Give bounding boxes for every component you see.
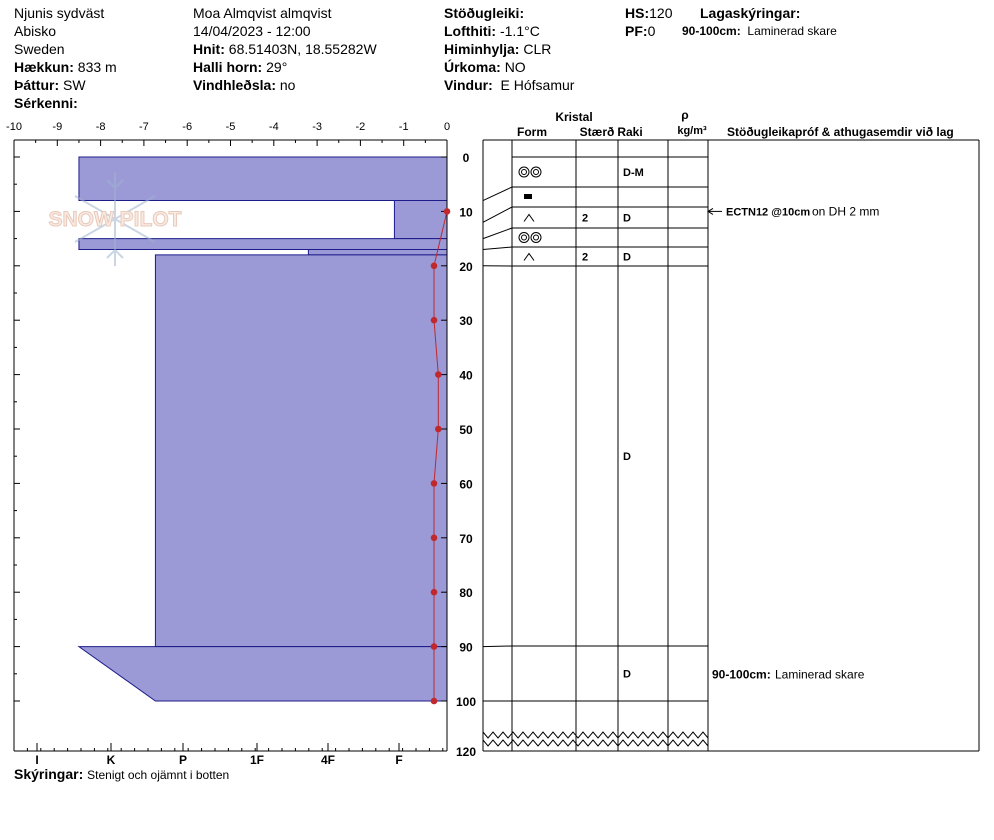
depth-break-zigzag xyxy=(483,732,708,738)
layer-comment-text: Laminerad skare xyxy=(775,667,865,682)
hardness-layer-6 xyxy=(79,647,447,701)
stability-test-comment: on DH 2 mm xyxy=(812,204,880,219)
depth-tick-label: 50 xyxy=(459,423,473,437)
temperature-point xyxy=(431,317,438,324)
layer-size: 2 xyxy=(582,251,589,264)
hs-label: HS: xyxy=(625,5,650,21)
depth-tick-label: 90 xyxy=(459,640,473,655)
header-density-unit: kg/m³ xyxy=(677,125,707,137)
depth-break-zigzag xyxy=(483,740,708,746)
depth-tick-label: 20 xyxy=(459,259,473,274)
header-density-symbol: ρ xyxy=(681,108,689,122)
melt-forms-circle-outer xyxy=(531,167,541,177)
temp-tick-label: -3 xyxy=(312,121,322,133)
country-name: Sweden xyxy=(14,41,65,57)
slope-value: 29° xyxy=(266,59,288,75)
layer-boundary xyxy=(483,207,708,222)
air-temp-value: -1.1°C xyxy=(499,23,540,39)
melt-forms-circle-outer xyxy=(531,233,541,243)
elevation-label: Hækkun: xyxy=(14,59,74,75)
hardness-tick-label: 4F xyxy=(320,753,336,767)
hardness-layer-2 xyxy=(394,201,447,239)
melt-forms-circle-inner xyxy=(534,170,539,175)
depth-tick-label: 80 xyxy=(459,586,473,601)
temp-tick-label: -9 xyxy=(52,121,63,133)
depth-tick-label: 40 xyxy=(459,368,473,383)
melt-forms-icon xyxy=(519,167,541,177)
aspect-label: Þáttur: xyxy=(14,77,60,93)
hardness-layer-1 xyxy=(79,157,447,201)
wind-value: E Hófsamur xyxy=(500,77,575,93)
pf-value: 0 xyxy=(647,23,656,39)
depth-tick-label: 100 xyxy=(455,695,477,709)
stability-test-code: ECTN12 @10cm xyxy=(726,206,811,219)
temp-tick-label: -4 xyxy=(268,121,279,133)
header-crystal: Kristal xyxy=(555,110,593,124)
hardness-tick-label: P xyxy=(178,753,188,767)
footer-notes-label: Skýringar: xyxy=(14,766,84,782)
hardness-layer-4 xyxy=(308,249,447,254)
layer-note-text: Laminerad skare xyxy=(747,24,837,38)
sky-label: Himinhylja: xyxy=(444,41,520,57)
depth-hoar-icon xyxy=(524,215,534,222)
coords-value: 68.51403N, 18.55282W xyxy=(228,41,377,57)
pf-label: PF: xyxy=(625,23,648,39)
hardness-tick-label: K xyxy=(106,753,116,767)
ice-crust-icon xyxy=(524,194,532,199)
temperature-point xyxy=(431,643,438,650)
precip-label: Úrkoma: xyxy=(444,59,501,75)
depth-tick-label: 60 xyxy=(459,477,473,492)
header-form: Form xyxy=(517,125,547,139)
layer-table xyxy=(483,108,979,751)
depth-tick-label: 120 xyxy=(455,745,477,759)
sky-value: CLR xyxy=(523,41,552,57)
depth-tick-label: 30 xyxy=(459,314,473,329)
observer-name: Moa Almqvist almqvist xyxy=(193,5,332,21)
melt-forms-circle-inner xyxy=(522,235,527,240)
layer-moisture: D-M xyxy=(623,167,644,179)
temperature-axis xyxy=(6,121,450,146)
depth-tick-label: 70 xyxy=(459,531,473,546)
header-comments: Stöðugleikapróf & athugasemdir við lag xyxy=(727,125,954,139)
hardness-layer-5 xyxy=(155,255,447,647)
datetime: 14/04/2023 - 12:00 xyxy=(193,23,311,39)
temp-tick-label: -6 xyxy=(182,121,193,133)
region-name: Abisko xyxy=(14,23,57,39)
layer-boundary xyxy=(483,247,708,249)
location-name: Njunis sydväst xyxy=(14,5,105,21)
header-moisture: Raki xyxy=(617,125,643,139)
layer-boundary xyxy=(483,187,708,201)
layer-moisture: D xyxy=(623,212,631,225)
temperature-point xyxy=(444,208,451,215)
temp-tick-label: 0 xyxy=(443,121,451,133)
melt-forms-circle-inner xyxy=(522,170,527,175)
melt-forms-circle-inner xyxy=(534,235,539,240)
temperature-point xyxy=(431,589,438,596)
features-label: Sérkenni: xyxy=(14,95,78,111)
elevation-value: 833 m xyxy=(77,59,117,75)
air-temp-label: Lofthiti: xyxy=(444,23,497,39)
temp-tick-label: -1 xyxy=(398,121,409,133)
layer-boundary xyxy=(483,228,708,239)
hs-value: 120 xyxy=(649,5,673,21)
melt-forms-circle-outer xyxy=(519,233,529,243)
temp-tick-label: -5 xyxy=(225,121,236,133)
temperature-point xyxy=(431,263,438,270)
layer-boundary xyxy=(483,646,708,647)
footer-notes-text: Stenigt och ojämnt i botten xyxy=(87,768,230,782)
header-size: Stærð xyxy=(579,125,615,139)
hardness-axis xyxy=(27,743,442,767)
hardness-bars xyxy=(79,157,447,701)
precip-value: NO xyxy=(504,59,526,75)
hardness-layer-3 xyxy=(79,239,447,250)
hardness-tick-label: I xyxy=(35,753,39,767)
depth-tick-label: 0 xyxy=(462,151,470,165)
temperature-point xyxy=(431,480,438,487)
aspect-value: SW xyxy=(63,77,86,93)
depth-tick-label: 10 xyxy=(459,205,473,220)
stability-test xyxy=(708,204,879,218)
temp-tick-label: -2 xyxy=(355,121,366,133)
wind-loading-value: no xyxy=(279,77,296,93)
layer-note-range: 90-100cm: xyxy=(682,24,741,38)
coords-label: Hnit: xyxy=(193,41,225,57)
wind-loading-label: Vindhleðsla: xyxy=(193,77,276,93)
layer-moisture: D xyxy=(623,251,631,264)
footer-notes xyxy=(14,766,229,782)
layer-size: 2 xyxy=(582,212,589,225)
wind-label: Vindur: xyxy=(444,77,493,93)
hardness-tick-label: F xyxy=(395,753,403,767)
temperature-point xyxy=(431,535,438,542)
layer-notes-label: Lagaskýringar: xyxy=(700,5,801,21)
temp-tick-label: -8 xyxy=(95,121,106,133)
layer-moisture: D xyxy=(623,451,631,463)
layer-comment-range: 90-100cm: xyxy=(712,667,771,682)
stability-label: Stöðugleiki: xyxy=(444,5,525,21)
temperature-point xyxy=(431,698,438,705)
layer-moisture: D xyxy=(623,668,631,681)
temperature-point xyxy=(435,371,442,378)
melt-forms-circle-outer xyxy=(519,167,529,177)
temperature-point xyxy=(435,426,442,433)
snowpilot-logo-text: SNOW PILOT xyxy=(48,208,182,231)
hardness-tick-label: 1F xyxy=(249,753,265,767)
slope-label: Halli horn: xyxy=(193,59,263,75)
temp-tick-label: -10 xyxy=(6,121,22,133)
temp-tick-label: -7 xyxy=(139,121,149,133)
melt-forms-icon xyxy=(519,233,541,243)
depth-hoar-icon xyxy=(524,254,534,261)
